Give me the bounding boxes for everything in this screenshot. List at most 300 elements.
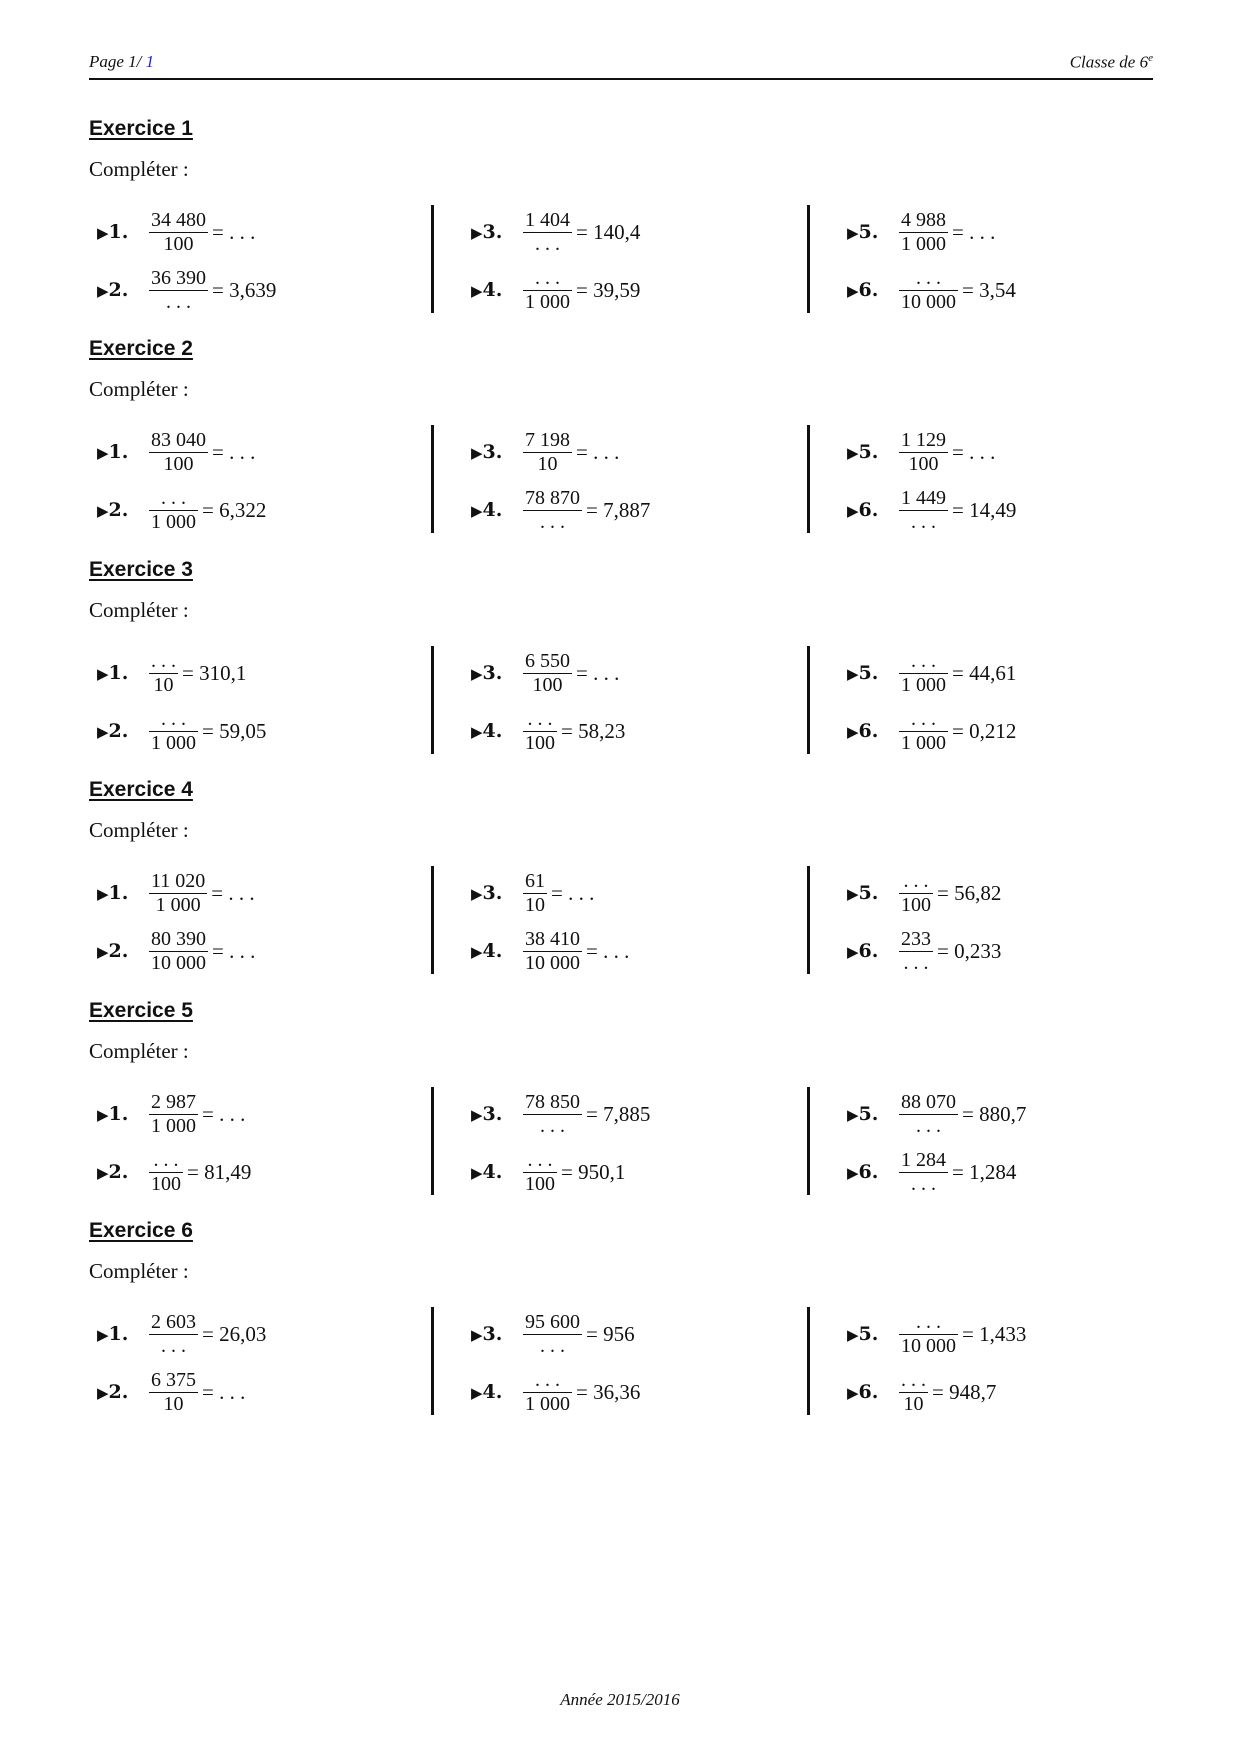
exercise-block <box>89 778 1153 998</box>
item-number: 6. <box>858 720 879 742</box>
item-label <box>471 882 521 904</box>
numerator: 38 410 <box>525 927 580 950</box>
exercise-title: Exercice 5 <box>89 999 193 1022</box>
fraction <box>523 1311 582 1358</box>
exercise-item <box>471 868 594 918</box>
denominator: 1 000 <box>901 673 946 696</box>
item-label <box>97 1381 147 1403</box>
exercise-item <box>471 485 650 535</box>
page-total-link[interactable]: 1 <box>145 52 155 71</box>
fraction <box>899 209 948 256</box>
item-number: 5. <box>858 441 879 463</box>
triangle-icon: ▶ <box>847 282 859 300</box>
equation-result: = . . . <box>576 660 620 685</box>
item-label <box>471 720 521 742</box>
triangle-icon: ▶ <box>97 723 109 741</box>
equation-result: = . . . <box>586 938 630 963</box>
item-label <box>97 1103 147 1125</box>
item-number: 3. <box>482 1323 503 1345</box>
numerator: . . . <box>153 1148 179 1171</box>
exercise-item <box>471 1089 650 1139</box>
triangle-icon: ▶ <box>97 224 109 242</box>
denominator: 10 <box>537 452 558 475</box>
numerator: 95 600 <box>525 1310 580 1333</box>
equation-result: = 140,4 <box>576 219 641 244</box>
triangle-icon: ▶ <box>847 1164 859 1182</box>
equation-result: = 948,7 <box>932 1379 997 1404</box>
item-number: 5. <box>858 221 879 243</box>
fraction <box>523 209 572 256</box>
item-number: 2. <box>108 720 129 742</box>
triangle-icon: ▶ <box>471 1164 483 1182</box>
exercise-item <box>471 648 619 698</box>
fraction <box>149 1369 198 1416</box>
fraction <box>899 1369 928 1416</box>
numerator: . . . <box>916 266 941 289</box>
exercise-item <box>97 648 246 698</box>
equation-result: = 44,61 <box>952 660 1017 685</box>
item-number: 6. <box>858 1161 879 1183</box>
exercise-column-1 <box>89 425 429 533</box>
numerator: 78 850 <box>525 1090 580 1113</box>
item-label <box>471 1323 521 1345</box>
exercise-block <box>89 999 1153 1219</box>
numerator: 11 020 <box>151 869 206 892</box>
fraction <box>523 1091 582 1138</box>
fraction <box>149 870 207 917</box>
exercise-item <box>847 265 1016 315</box>
item-label <box>97 1323 147 1345</box>
item-number: 1. <box>108 662 129 684</box>
exercise-item <box>97 868 255 918</box>
exercise-block <box>89 558 1153 778</box>
fraction <box>899 1311 958 1358</box>
item-number: 3. <box>482 662 503 684</box>
item-number: 5. <box>858 1103 879 1125</box>
item-label <box>847 279 897 301</box>
denominator: . . . <box>540 1334 565 1357</box>
triangle-icon: ▶ <box>97 943 109 961</box>
denominator: 100 <box>151 1172 181 1195</box>
exercise-title: Exercice 4 <box>89 778 193 801</box>
item-number: 3. <box>482 441 503 463</box>
numerator: 2 987 <box>151 1090 196 1113</box>
exercise-block <box>89 337 1153 557</box>
exercise-item <box>471 1147 625 1197</box>
fraction <box>149 487 198 534</box>
item-number: 6. <box>858 940 879 962</box>
equation-result: = 56,82 <box>937 880 1002 905</box>
exercise-item <box>847 648 1016 698</box>
triangle-icon: ▶ <box>97 665 109 683</box>
numerator: . . . <box>161 707 186 730</box>
item-number: 1. <box>108 441 129 463</box>
numerator: . . . <box>901 1368 926 1391</box>
equation-result: = . . . <box>952 219 996 244</box>
fraction <box>899 708 948 755</box>
fraction <box>899 1149 948 1196</box>
equation-result: = 26,03 <box>202 1321 267 1346</box>
triangle-icon: ▶ <box>471 885 483 903</box>
triangle-icon: ▶ <box>471 723 483 741</box>
denominator: 10 <box>525 893 545 916</box>
fraction <box>523 429 572 476</box>
triangle-icon: ▶ <box>97 282 109 300</box>
triangle-icon: ▶ <box>847 943 859 961</box>
numerator: . . . <box>527 707 553 730</box>
denominator: . . . <box>166 290 191 313</box>
numerator: 1 284 <box>901 1148 946 1171</box>
exercise-item <box>97 1089 245 1139</box>
denominator: 1 000 <box>525 1392 570 1415</box>
numerator: 61 <box>525 869 545 892</box>
denominator: . . . <box>911 510 936 533</box>
triangle-icon: ▶ <box>97 1384 109 1402</box>
numerator: 88 070 <box>901 1090 956 1113</box>
item-label <box>97 940 147 962</box>
numerator: 1 404 <box>525 208 570 231</box>
equation-result: = 14,49 <box>952 497 1017 522</box>
exercise-column-2 <box>431 646 808 754</box>
numerator: . . . <box>527 1148 553 1171</box>
equation-result: = . . . <box>211 880 255 905</box>
numerator: . . . <box>911 707 936 730</box>
item-number: 6. <box>858 499 879 521</box>
denominator: 1 000 <box>151 731 196 754</box>
denominator: 100 <box>901 893 931 916</box>
item-number: 6. <box>858 279 879 301</box>
exercise-column-2 <box>431 866 808 974</box>
exercise-column-3 <box>807 1087 1156 1195</box>
fraction <box>149 928 208 975</box>
exercise-column-2 <box>431 205 808 313</box>
equation-result: = . . . <box>212 219 256 244</box>
item-number: 2. <box>108 1381 129 1403</box>
equation-result: = 956 <box>586 1321 635 1346</box>
exercise-item <box>471 1309 635 1359</box>
exercise-block <box>89 1219 1153 1439</box>
exercise-column-3 <box>807 866 1156 974</box>
item-label <box>471 1103 521 1125</box>
triangle-icon: ▶ <box>97 1164 109 1182</box>
triangle-icon: ▶ <box>847 665 859 683</box>
equation-result: = 0,212 <box>952 718 1017 743</box>
exercise-item <box>97 926 255 976</box>
exercise-instruction: Compléter : <box>89 818 189 842</box>
equation-result: = . . . <box>202 1379 246 1404</box>
denominator: 10 <box>903 1392 924 1415</box>
fraction <box>149 429 208 476</box>
triangle-icon: ▶ <box>471 502 483 520</box>
equation-result: = 7,887 <box>586 497 651 522</box>
numerator: . . . <box>535 266 560 289</box>
exercise-item <box>97 1309 266 1359</box>
page-number: Page 1/ 1 <box>89 52 155 71</box>
exercise-item <box>847 1367 996 1417</box>
item-number: 4. <box>482 1161 503 1183</box>
exercise-column-1 <box>89 1307 429 1415</box>
numerator: 7 198 <box>525 428 570 451</box>
exercise-title: Exercice 2 <box>89 337 193 360</box>
exercise-item <box>97 706 266 756</box>
exercise-column-3 <box>807 646 1156 754</box>
triangle-icon: ▶ <box>471 665 483 683</box>
exercise-item <box>847 427 995 477</box>
equation-result: = 58,23 <box>561 718 626 743</box>
triangle-icon: ▶ <box>847 444 859 462</box>
numerator: 1 449 <box>901 486 946 509</box>
item-number: 4. <box>482 1381 503 1403</box>
denominator: 100 <box>525 1172 555 1195</box>
triangle-icon: ▶ <box>847 1106 859 1124</box>
item-label <box>847 882 897 904</box>
numerator: 6 550 <box>525 649 570 672</box>
item-label <box>97 279 147 301</box>
numerator: . . . <box>916 1310 941 1333</box>
triangle-icon: ▶ <box>471 444 483 462</box>
exercise-title: Exercice 1 <box>89 117 193 140</box>
item-label <box>847 940 897 962</box>
fraction <box>149 209 208 256</box>
exercise-instruction: Compléter : <box>89 1039 189 1063</box>
denominator: . . . <box>911 1172 936 1195</box>
numerator: . . . <box>535 1368 560 1391</box>
item-label <box>847 1161 897 1183</box>
denominator: 100 <box>908 452 939 475</box>
denominator: 10 000 <box>901 290 956 313</box>
numerator: 34 480 <box>151 208 206 231</box>
fraction <box>149 708 198 755</box>
exercise-item <box>847 207 995 257</box>
item-label <box>471 940 521 962</box>
denominator: 100 <box>163 232 194 255</box>
triangle-icon: ▶ <box>847 1384 859 1402</box>
exercise-item <box>471 706 625 756</box>
fraction <box>149 1091 198 1138</box>
fraction <box>899 429 948 476</box>
triangle-icon: ▶ <box>847 885 859 903</box>
exercise-item <box>847 1089 1026 1139</box>
item-number: 4. <box>482 499 503 521</box>
fraction <box>149 1311 198 1358</box>
equation-result: = 59,05 <box>202 718 267 743</box>
item-label <box>97 221 147 243</box>
exercise-item <box>847 485 1016 535</box>
item-number: 2. <box>108 1161 129 1183</box>
triangle-icon: ▶ <box>97 1106 109 1124</box>
item-label <box>471 221 521 243</box>
class-label: Classe de 6e <box>1069 52 1153 72</box>
fraction <box>523 708 557 755</box>
item-number: 5. <box>858 1323 879 1345</box>
numerator: . . . <box>151 649 176 672</box>
exercise-item <box>847 1309 1026 1359</box>
equation-result: = 0,233 <box>937 938 1002 963</box>
exercise-item <box>471 1367 640 1417</box>
item-label <box>847 720 897 742</box>
denominator: . . . <box>535 232 560 255</box>
exercise-instruction: Compléter : <box>89 157 189 181</box>
exercise-instruction: Compléter : <box>89 1259 189 1283</box>
item-number: 5. <box>858 662 879 684</box>
item-number: 2. <box>108 279 129 301</box>
equation-result: = 6,322 <box>202 497 267 522</box>
equation-result: = 7,885 <box>586 1101 651 1126</box>
triangle-icon: ▶ <box>847 502 859 520</box>
equation-result: = 81,49 <box>187 1159 252 1184</box>
item-number: 4. <box>482 720 503 742</box>
exercise-item <box>471 207 640 257</box>
denominator: 1 000 <box>151 510 196 533</box>
numerator: 78 870 <box>525 486 580 509</box>
page-header <box>89 50 1153 80</box>
triangle-icon: ▶ <box>471 1106 483 1124</box>
exercise-title: Exercice 6 <box>89 1219 193 1242</box>
equation-result: = . . . <box>551 880 595 905</box>
item-label <box>471 662 521 684</box>
exercise-column-1 <box>89 866 429 974</box>
exercise-column-2 <box>431 425 808 533</box>
exercise-title: Exercice 3 <box>89 558 193 581</box>
item-number: 6. <box>858 1381 879 1403</box>
exercise-item <box>97 485 266 535</box>
item-number: 2. <box>108 940 129 962</box>
numerator: 4 988 <box>901 208 946 231</box>
denominator: 1 000 <box>901 731 946 754</box>
fraction <box>523 267 572 314</box>
triangle-icon: ▶ <box>847 1326 859 1344</box>
exercise-item <box>847 868 1001 918</box>
fraction <box>899 870 933 917</box>
exercise-item <box>471 926 629 976</box>
numerator: 80 390 <box>151 927 206 950</box>
fraction <box>149 267 208 314</box>
triangle-icon: ▶ <box>471 282 483 300</box>
numerator: . . . <box>903 869 929 892</box>
exercise-column-3 <box>807 205 1156 313</box>
denominator: 10 000 <box>151 951 206 974</box>
equation-result: = 1,433 <box>962 1321 1027 1346</box>
denominator: 1 000 <box>155 893 201 916</box>
numerator: 36 390 <box>151 266 206 289</box>
denominator: 100 <box>163 452 194 475</box>
triangle-icon: ▶ <box>471 224 483 242</box>
exercise-column-1 <box>89 205 429 313</box>
equation-result: = 36,36 <box>576 1379 641 1404</box>
triangle-icon: ▶ <box>847 224 859 242</box>
item-number: 3. <box>482 1103 503 1125</box>
item-number: 4. <box>482 279 503 301</box>
fraction <box>899 267 958 314</box>
equation-result: = 1,284 <box>952 1159 1017 1184</box>
numerator: 6 375 <box>151 1368 196 1391</box>
fraction <box>899 1091 958 1138</box>
exercise-column-2 <box>431 1307 808 1415</box>
fraction <box>523 1149 557 1196</box>
exercise-instruction: Compléter : <box>89 598 189 622</box>
equation-result: = 39,59 <box>576 277 641 302</box>
exercise-column-3 <box>807 1307 1156 1415</box>
numerator: 2 603 <box>151 1310 196 1333</box>
item-label <box>97 499 147 521</box>
item-label <box>847 1103 897 1125</box>
equation-result: = . . . <box>212 439 256 464</box>
exercise-block <box>89 117 1153 337</box>
denominator: 100 <box>525 731 555 754</box>
equation-result: = 310,1 <box>182 660 247 685</box>
item-label <box>97 662 147 684</box>
equation-result: = 3,639 <box>212 277 277 302</box>
denominator: . . . <box>540 510 565 533</box>
denominator: . . . <box>903 951 929 974</box>
exercise-item <box>847 706 1016 756</box>
item-label <box>847 1323 897 1345</box>
item-number: 4. <box>482 940 503 962</box>
equation-result: = . . . <box>576 439 620 464</box>
fraction <box>523 487 582 534</box>
denominator: 1 000 <box>525 290 570 313</box>
denominator: . . . <box>161 1334 186 1357</box>
exercise-item <box>847 926 1001 976</box>
item-label <box>847 662 897 684</box>
fraction <box>899 650 948 697</box>
item-label <box>97 441 147 463</box>
item-number: 1. <box>108 1103 129 1125</box>
item-label <box>471 1161 521 1183</box>
item-label <box>97 882 147 904</box>
item-number: 1. <box>108 221 129 243</box>
item-number: 1. <box>108 1323 129 1345</box>
item-number: 1. <box>108 882 129 904</box>
exercise-item <box>97 1367 245 1417</box>
equation-result: = 3,54 <box>962 277 1016 302</box>
triangle-icon: ▶ <box>97 502 109 520</box>
numerator: 233 <box>901 927 931 950</box>
fraction <box>149 1149 183 1196</box>
equation-result: = 950,1 <box>561 1159 626 1184</box>
fraction <box>523 650 572 697</box>
exercise-column-3 <box>807 425 1156 533</box>
fraction <box>149 650 178 697</box>
item-label <box>471 1381 521 1403</box>
item-label <box>471 279 521 301</box>
item-label <box>97 1161 147 1183</box>
denominator: 10 000 <box>901 1334 956 1357</box>
exercise-column-1 <box>89 646 429 754</box>
item-label <box>97 720 147 742</box>
equation-result: = 880,7 <box>962 1101 1027 1126</box>
exercise-item <box>97 207 255 257</box>
denominator: . . . <box>540 1114 565 1137</box>
triangle-icon: ▶ <box>471 943 483 961</box>
triangle-icon: ▶ <box>97 444 109 462</box>
exercise-item <box>471 265 640 315</box>
item-number: 5. <box>858 882 879 904</box>
item-number: 3. <box>482 221 503 243</box>
denominator: . . . <box>916 1114 941 1137</box>
fraction <box>523 1369 572 1416</box>
exercise-column-1 <box>89 1087 429 1195</box>
page-footer: Année 2015/2016 <box>560 1690 680 1709</box>
exercise-item <box>847 1147 1016 1197</box>
numerator: 83 040 <box>151 428 206 451</box>
exercise-column-2 <box>431 1087 808 1195</box>
item-number: 3. <box>482 882 503 904</box>
item-number: 2. <box>108 499 129 521</box>
item-label <box>471 441 521 463</box>
numerator: . . . <box>911 649 936 672</box>
numerator: 1 129 <box>901 428 946 451</box>
